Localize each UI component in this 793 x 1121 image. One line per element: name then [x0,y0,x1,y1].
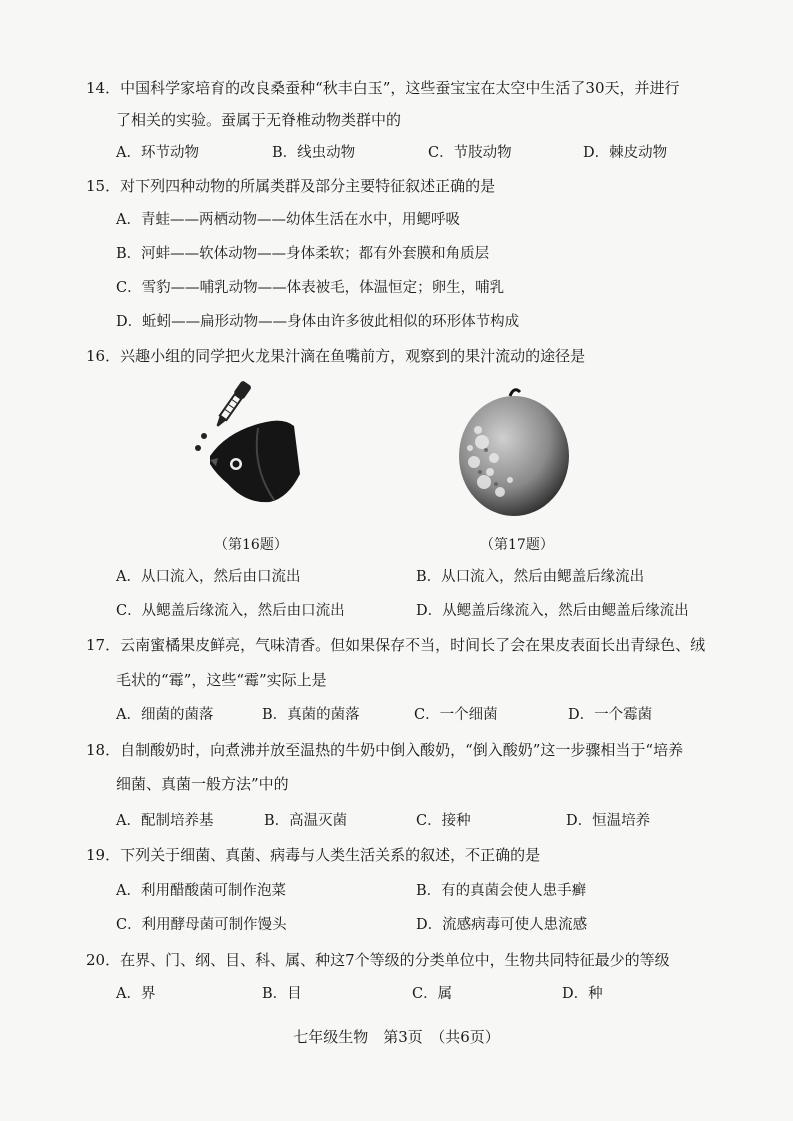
moldy-orange-figure [454,372,572,522]
q18-stem-line1: 18．自制酸奶时，向煮沸并放至温热的牛奶中倒入酸奶，“倒入酸奶”这一步骤相当于“培养 [86,741,684,759]
q17-stem-line2: 毛状的“霉”，这些“霉”实际上是 [116,671,327,689]
q17-option-d: D．一个霉菌 [568,707,653,723]
q20-option-b: B．目 [262,986,302,1002]
q14-option-d: D．棘皮动物 [583,145,668,161]
q18-stem-line2: 细菌、真菌一般方法”中的 [116,775,289,793]
q14-option-a: A．环节动物 [116,145,199,161]
q15-option-d: D．蚯蚓——扁形动物——身体由许多彼此相似的环形体节构成 [116,314,520,330]
q20-option-a: A．界 [116,986,156,1002]
q14-option-b: B．线虫动物 [272,145,356,161]
q18-option-b: B．高温灭菌 [264,813,348,829]
q15-option-c: C．雪豹——哺乳动物——体表被毛，体温恒定；卵生，哺乳 [116,280,505,296]
q14-stem-line2: 了相关的实验。蚕属于无脊椎动物类群中的 [116,111,402,129]
q14-stem-line1: 14．中国科学家培育的改良桑蚕种“秋丰白玉”，这些蚕宝宝在太空中生活了30天，并进行 [86,79,680,97]
page-footer: 七年级生物 第3页 （共6页） [293,1028,500,1046]
q18-option-c: C．接种 [416,813,471,829]
q17-option-a: A．细菌的菌落 [116,707,214,723]
q14-option-c: C．节肢动物 [428,145,512,161]
q18-option-d: D．恒温培养 [566,813,651,829]
q18-option-a: A．配制培养基 [116,813,214,829]
q20-stem: 20．在界、门、纲、目、科、属、种这7个等级的分类单位中，生物共同特征最少的等级 [86,951,670,969]
q16-option-b: B．从口流入，然后由鳃盖后缘流出 [416,569,645,585]
q15-option-a: A．青蛙——两栖动物——幼体生活在水中，用鳃呼吸 [116,212,460,228]
q20-option-d: D．种 [562,986,603,1002]
q20-option-c: C．属 [412,986,453,1002]
q15-stem: 15．对下列四种动物的所属类群及部分主要特征叙述正确的是 [86,177,496,195]
q17-option-c: C．一个细菌 [414,707,498,723]
q16-option-a: A．从口流入，然后由口流出 [116,569,301,585]
q19-option-d: D．流感病毒可使人患流感 [416,917,588,933]
q15-option-b: B．河蚌——软体动物——身体柔软；都有外套膜和角质层 [116,246,490,262]
q17-stem-line1: 17．云南蜜橘果皮鲜亮，气味清香。但如果保存不当，时间长了会在果皮表面长出青绿色、绒 [86,636,706,654]
q16-option-c: C．从鳃盖后缘流入，然后由口流出 [116,603,345,619]
q19-option-c: C．利用酵母菌可制作馒头 [116,917,287,933]
q17-option-b: B．真菌的菌落 [262,707,360,723]
q19-stem: 19．下列关于细菌、真菌、病毒与人类生活关系的叙述，不正确的是 [86,846,541,864]
q16-stem: 16．兴趣小组的同学把火龙果汁滴在鱼嘴前方，观察到的果汁流动的途径是 [86,347,586,365]
q19-option-b: B．有的真菌会使人患手癣 [416,883,587,899]
figure-17-caption: （第17题） [480,537,554,553]
fish-head-dropper-figure [188,378,308,508]
q16-option-d: D．从鳃盖后缘流入，然后由鳃盖后缘流出 [416,603,689,619]
figure-16-caption: （第16题） [214,537,288,553]
q19-option-a: A．利用醋酸菌可制作泡菜 [116,883,286,899]
